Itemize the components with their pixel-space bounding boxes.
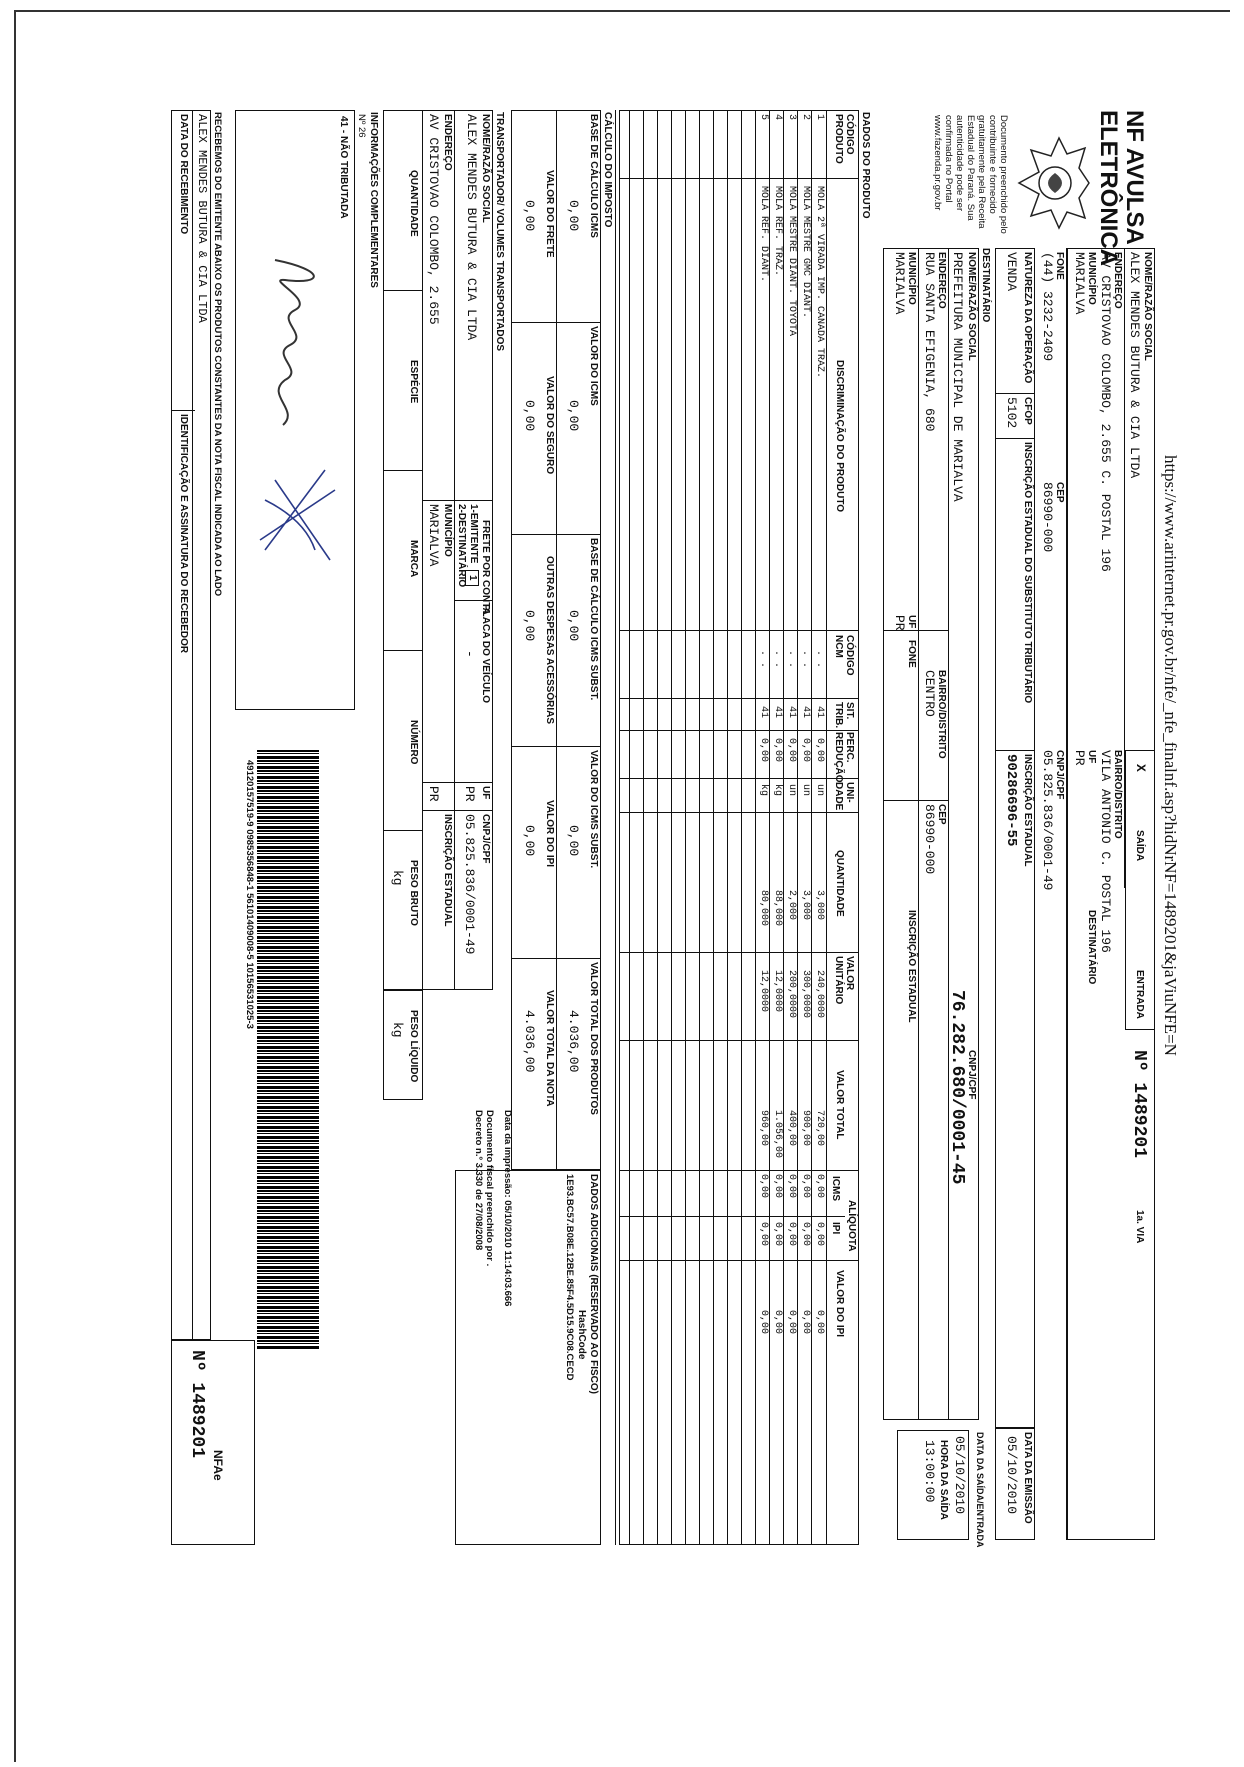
transp-uf-label: UF (480, 786, 491, 800)
product-cell-vunit: 200,0000 (786, 970, 797, 1019)
peso-liquido-label: PESO LÍQUIDO (408, 1010, 419, 1083)
product-cell-sit: 41 (758, 706, 769, 719)
col-icms: ICMS (830, 1176, 841, 1201)
product-cell-vipi: 0,00 (814, 1310, 825, 1335)
dest-endereco: RUA SANTA EFIGENIA, 680 (922, 252, 937, 432)
emitente-razao-label: NOME/RAZÃO SOCIAL (1142, 252, 1153, 361)
col-ipi: IPI (830, 1222, 841, 1235)
dest-municipio: MARIALVA (892, 252, 907, 315)
transp-uf: PR (462, 786, 477, 802)
total-nota-label: VALOR TOTAL DA NOTA (544, 990, 555, 1107)
table-row-line (755, 110, 756, 1545)
nfae-label: NFAe (211, 1450, 225, 1481)
imposto-section-label: CÁLCULO DO IMPOSTO (602, 112, 613, 228)
frete-conta-label: FRETE POR CONTA (480, 520, 491, 615)
hora-saida: 13:00:00 (922, 1440, 937, 1503)
product-cell-sit: 41 (786, 706, 797, 719)
product-cell-ipi: 0,00 (814, 1222, 825, 1247)
dest-cnpj-label: CNPJ/CPF (966, 1050, 977, 1100)
destinatario-via-label: DESTINATÁRIO (1086, 910, 1097, 985)
emitente-municipio-label: MUNICÍPIO (1086, 252, 1097, 305)
destinatario-section-label: DESTINATÁRIO (980, 248, 991, 323)
table-row-line (657, 110, 658, 1545)
barcode-text: 49120157519-9 0985356848-1 56101409008-5 10156531025-3 (244, 760, 255, 1029)
emitente-uf-label: UF (1086, 750, 1097, 764)
table-row-line (797, 110, 798, 1545)
product-cell-perc: 0,00 (800, 738, 811, 763)
dest-razao: PREFEITURA MUNICIPAL DE MARIALVA (950, 252, 965, 502)
receb-razao: ALEX MENDES BUTURA & CIA LTDA (195, 114, 209, 323)
ipi-label: VALOR DO IPI (544, 800, 555, 868)
outras: 0,00 (522, 610, 537, 642)
total-produtos: 4.036,00 (566, 1010, 581, 1073)
product-cell-qtd: 3,000 (800, 890, 811, 921)
product-cell-vtotal: 960,00 (758, 1110, 769, 1147)
dest-bairro: CENTRO (922, 670, 937, 717)
nao-tributada: 41 - NÃO TRIBUTADA (338, 116, 349, 219)
dest-municipio-label: MUNICÍPIO (906, 252, 917, 305)
handwritten-signature (255, 250, 345, 570)
hora-saida-label: HORA DA SAÍDA (938, 1440, 949, 1520)
table-row-line (783, 110, 784, 1545)
col-perc: PERC. REDUÇÃO (833, 732, 855, 783)
table-row-line (643, 110, 644, 1545)
dest-bairro-label: BAIRRO/DISTRITO (936, 670, 947, 759)
product-cell-qtd: 3,000 (814, 890, 825, 921)
barcode (257, 750, 319, 1350)
table-row-line (629, 110, 630, 1545)
table-row-line (811, 110, 812, 1545)
peso-liquido: kg (390, 1022, 405, 1038)
base-icms-label: BASE DE CÁLCULO ICMS (588, 114, 599, 238)
product-cell-sit: 41 (814, 706, 825, 719)
product-cell-vunit: 240,0000 (814, 970, 825, 1019)
doc-fiscal-2: Decreto n.º 3.330 de 27/08/2008 (473, 1110, 484, 1251)
peso-bruto-label: PESO BRUTO (408, 860, 419, 926)
table-row-line (671, 110, 672, 1545)
product-cell-vunit: 12,0000 (758, 970, 769, 1013)
cfop-label: CFOP (1022, 397, 1033, 425)
adicionais-label: DADOS ADICIONAIS (RESERVADO AO FISCO) (588, 1174, 599, 1395)
transp-cnpj: 05.825.836/0001-49 (462, 814, 477, 955)
emitente-bairro: VILA ANTONIO C. POSTAL 196 (1098, 750, 1113, 953)
emissao: 05/10/2010 (1004, 1436, 1019, 1515)
outras-label: OUTRAS DESPESAS ACESSÓRIAS (544, 556, 555, 724)
total-produtos-label: VALOR TOTAL DOS PRODUTOS (588, 962, 599, 1115)
saida-entrada-label: DATA DA SAÍDA/ENTRADA (975, 1432, 985, 1548)
dest-ie-label: INSCRIÇÃO ESTADUAL (906, 910, 917, 1023)
product-cell-icms: 0,00 (772, 1174, 783, 1199)
total-nota: 4.036,00 (522, 1010, 537, 1073)
product-cell-icms: 0,00 (758, 1174, 769, 1199)
transp-ie-label: INSCRIÇÃO ESTADUAL (442, 814, 453, 927)
transp-cnpj-label: CNPJ/CPF (480, 814, 491, 864)
product-cell-vtotal: 720,00 (814, 1110, 825, 1147)
emitente-cnpj: 05.825.836/0001-49 (1040, 750, 1055, 891)
valor-icms-label: VALOR DO ICMS (588, 326, 599, 406)
product-cell-un: kg (772, 784, 783, 797)
transp-municipio: MARIALVA (426, 504, 441, 567)
especie-label: ESPÉCIE (408, 360, 419, 404)
impressao: Data da impressão: 05/10/2010 11:14:03.666 (502, 1110, 513, 1307)
table-row-line (713, 110, 714, 1545)
seguro: 0,00 (522, 400, 537, 432)
product-cell-sit: 41 (800, 706, 811, 719)
transp-endereco: AV CRISTOVAO COLOMBO, 2.655 (426, 114, 441, 325)
emitente-cnpj-label: CNPJ/CPF (1054, 750, 1065, 800)
marca-label: MARCA (408, 540, 419, 578)
dest-fone-label: FONE (906, 640, 917, 668)
emitente-razao: ALEX MENDES BUTURA & CIA LTDA (1127, 252, 1142, 479)
product-cell-vipi: 0,00 (800, 1310, 811, 1335)
frete-opt2: 2-DESTINATÁRIO (456, 504, 467, 588)
product-cell-icms: 0,00 (786, 1174, 797, 1199)
emitente-endereco-label: ENDEREÇO (1112, 252, 1123, 309)
entrada-label: ENTRADA (1134, 970, 1145, 1019)
seguro-label: VALOR DO SEGURO (544, 376, 555, 475)
recebemos-text: RECEBEMOS DO EMITENTE ABAIXO OS PRODUTOS CONSTANTES DA NOTA FISCAL INDICADA AO LADO (212, 112, 223, 597)
nf-avulsa-document: NF AVULSA ELETRÔNICA Documento preenchido pelo contribuinte e fornecido gratuitamente pela Receita Estadual do Paraná. Sua autenticidade pode ser confirmada no Portal www.fazenda.pr.gov.br NOME/RAZÃO SOCIAL ALEX MENDES BUTURA & CIA LTDA ENDEREÇO AV CRISTOVAO COLOMBO, 2.655 C. POSTAL 196 BAIRRO/DISTRITO VILA ANTONIO C. POSTAL 196 MUNICÍPIO MARIALVA UF PR X SAÍDA ENTRADA Nº 1489201 1a. VIA DESTINATÁRIO FONE (44) 3232-2409 CEP 86990-000 CNPJ/CPF 05.825.836/0001-49 NATUREZA DA OPERAÇÃO VENDA CFOP 5102 INSCRIÇÃO ESTADUAL DO SUBSTITUTO TRIBUTÁRIO INSCRIÇÃO ESTADUAL 90286696-55 DATA DA EMISSÃO 05/10/2010 DESTINATÁRIO NOME/RAZÃO SOCIAL PREFEITURA MUNICIPAL DE MARIALVA CNPJ/CPF 76.282.680/0001-45 ENDEREÇO RUA SANTA EFIGENIA, 680 BAIRRO/DISTRITO CENTRO CEP 86990-000 MUNICÍPIO MARIALVA UF PR FONE INSCRIÇÃO ESTADUAL DATA DA SAÍDA/ENTRADA 05/10/2010 HORA DA SAÍDA 13:00:00 DADOS DO PRODUTO CÓDIGO PRODUTO DISCRIMINAÇÃO DO PRODUTO CÓDIGO NCM SIT. TRIB. PERC. REDUÇÃO UNI-DADE QUANTIDADE VALOR UNITÁRIO VALOR TOTAL ALÍQUOTA ICMS IPI VALOR DO IPI 1 MOLA 2ª VIRADA IMP. CANADA TRAZ. . . 41 0,00 un 3,000 240,0000 720,00 0,00 0,00 0,00 2 MOLA MESTRE GMC DIANT. . . 41 0,00 un 3,000 300,0000 900,00 0,00 0,00 0,00 3 MOLA MESTRE DIANT. TOYOTA . . 41 0,00 un 2,000 200,0000 400,00 0,00 0,00 0,00 4 MOLA REF. TRAZ. . . 41 0,00 kg 88,000 12,0000 1.056,00 0,00 0,00 0,00 5 MOLA REF. DIANT. . . 41 0,00 kg 80,000 12,0000 960,00 0,00 0,00 0,00 CÁLCULO DO IMPOSTO BASE DE CÁLCULO ICMS 0,00 VALOR DO ICMS 0,00 BASE DE CÁLCULO ICMS SUBST. 0,00 VALOR DO ICMS SUBST. 0,00 VALOR TOTAL DOS PRODUTOS 4.036,00 VALOR DO FRETE 0,00 VALOR DO SEGURO 0,00 OUTRAS DESPESAS ACESSÓRIAS 0,00 VALOR DO IPI 0,00 VALOR TOTAL DA NOTA 4.036,00 DADOS ADICIONAIS (RESERVADO AO FISCO) HashCode 1E93.BC57.B08E.12BE.85F4.5D15.9C08.CECD Data da impressão: 05/10/2010 11:14:03.666 Documento fiscal preenchido por . Decreto n.º 3.330 de 27/08/2008 TRANSPORTADOR/ VOLUMES TRANSPORTADOS NOME/RAZÃO SOCIAL ALEX MENDES BUTURA & CIA LTDA FRETE POR CONTA 1-EMITENTE 2-DESTINATÁRIO 1 PLACA DO VEÍCULO - UF PR CNPJ/CPF 05.825.836/0001-49 ENDEREÇO AV CRISTOVAO COLOMBO, 2.655 MUNICÍPIO MARIALVA PR INSCRIÇÃO ESTADUAL QUANTIDADE ESPÉCIE MARCA NÚMERO PESO BRUTO kg PESO LÍQUIDO kg INFORMAÇÕES COMPLEMENTARES Nº 26 41 - NÃO TRIBUTADA 49120157519-9 0985356848-1 56101409008-5 10156531025-3 RECEBEMOS DO EMITENTE ABAIXO OS PRODUTOS CONSTANTES DA NOTA FISCAL INDICADA AO LADO ALEX MENDES BUTURA & CIA LTDA DATA DO RECEBIMENTO IDENTIFICAÇÃO E ASSINATURA DO RECEBEDOR NFAe Nº 1489201 (170, 110, 1155, 1545)
table-row-line (699, 110, 700, 1545)
ie-value: 90286696-55 (1003, 754, 1019, 847)
product-cell-un: kg (758, 784, 769, 797)
dest-uf: PR (892, 615, 907, 631)
title-nf-avulsa: NF AVULSA (1121, 110, 1148, 245)
produtos-section-label: DADOS DO PRODUTO (860, 112, 871, 219)
valor-subst: 0,00 (566, 825, 581, 857)
emitente-municipio: MARIALVA (1072, 252, 1087, 315)
product-cell-vipi: 0,00 (786, 1310, 797, 1335)
product-cell-ipi: 0,00 (772, 1222, 783, 1247)
frete-val: 1 (467, 575, 478, 581)
product-cell-vtotal: 1.056,00 (772, 1110, 783, 1159)
hash-label: HashCode (576, 1310, 587, 1360)
ie-label: INSCRIÇÃO ESTADUAL (1022, 754, 1033, 867)
product-cell-desc: MOLA REF. TRAZ. (772, 186, 783, 277)
product-cell-desc: MOLA 2ª VIRADA IMP. CANADA TRAZ. (814, 186, 825, 379)
product-cell-vunit: 300,0000 (800, 970, 811, 1019)
peso-bruto: kg (390, 870, 405, 886)
product-cell-ncm: . . (772, 650, 783, 669)
product-cell-ncm: . . (814, 650, 825, 669)
dest-cep-label: CEP (936, 804, 947, 825)
valor-icms: 0,00 (566, 400, 581, 432)
dest-cnpj: 76.282.680/0001-45 (947, 990, 967, 1185)
base-subst: 0,00 (566, 610, 581, 642)
numero-label: NÚMERO (408, 720, 419, 765)
dest-uf-label: UF (906, 615, 917, 629)
complementares-numero: Nº 26 (356, 114, 367, 138)
product-cell-cod: 5 (758, 114, 769, 121)
product-cell-perc: 0,00 (772, 738, 783, 763)
table-row-line (727, 110, 728, 1545)
col-aliquota: ALÍQUOTA (846, 1200, 857, 1252)
transp-uf2: PR (426, 786, 441, 802)
col-qtd: QUANTIDADE (834, 850, 845, 917)
quantidade-label: QUANTIDADE (408, 170, 419, 237)
product-cell-ipi: 0,00 (800, 1222, 811, 1247)
product-cell-vtotal: 400,00 (786, 1110, 797, 1147)
table-row-line (615, 110, 616, 1545)
col-unid: UNI-DADE (833, 782, 855, 811)
dest-razao-label: NOME/RAZÃO SOCIAL (966, 252, 977, 361)
natureza: VENDA (1004, 252, 1019, 292)
col-sit: SIT. TRIB. (833, 702, 855, 729)
nfae-box (171, 1340, 255, 1545)
product-cell-sit: 41 (772, 706, 783, 719)
peso-liquido-box (383, 990, 423, 1100)
emitente-fone-label: FONE (1054, 252, 1065, 280)
product-cell-qtd: 80,000 (758, 890, 769, 927)
product-cell-vtotal: 900,00 (800, 1110, 811, 1147)
saida-label: SAÍDA (1134, 830, 1145, 862)
title-eletronica: ELETRÔNICA (1095, 110, 1122, 266)
col-vipi: VALOR DO IPI (834, 1270, 845, 1338)
saida-mark: X (1133, 764, 1148, 772)
doc-fiscal-1: Documento fiscal preenchido por . (484, 1110, 495, 1267)
table-row-line (769, 110, 770, 1545)
table-row-line (741, 110, 742, 1545)
product-cell-cod: 1 (814, 114, 825, 121)
product-cell-ipi: 0,00 (758, 1222, 769, 1247)
product-cell-desc: MOLA REF. DIANT. (758, 186, 769, 283)
product-cell-desc: MOLA MESTRE GMC DIANT. (800, 186, 811, 319)
product-cell-vipi: 0,00 (772, 1310, 783, 1335)
placa: - (462, 650, 477, 658)
transp-municipio-label: MUNICÍPIO (442, 504, 453, 557)
product-cell-ncm: . . (786, 650, 797, 669)
cfop: 5102 (1004, 397, 1019, 429)
via-label: 1a. VIA (1134, 1210, 1145, 1244)
complementares-label: INFORMAÇÕES COMPLEMENTARES (368, 112, 379, 288)
transporte-section-label: TRANSPORTADOR/ VOLUMES TRANSPORTADOS (494, 112, 505, 352)
product-cell-ipi: 0,00 (786, 1222, 797, 1247)
base-icms: 0,00 (566, 200, 581, 232)
valor-subst-label: VALOR DO ICMS SUBST. (588, 750, 599, 869)
product-cell-perc: 0,00 (814, 738, 825, 763)
emitente-cep: 86990-000 (1040, 482, 1055, 553)
nf-number: Nº 1489201 (1129, 1050, 1149, 1159)
dest-endereco-label: ENDEREÇO (936, 252, 947, 309)
emissao-label: DATA DA EMISSÃO (1022, 1432, 1033, 1524)
frete-opt1: 1-EMITENTE (468, 504, 479, 564)
ie-subst-label: INSCRIÇÃO ESTADUAL DO SUBSTITUTO TRIBUTÁRIO (1022, 442, 1033, 704)
frete-label: VALOR DO FRETE (544, 170, 555, 258)
frete: 0,00 (522, 200, 537, 232)
col-vunit: VALOR UNITÁRIO (833, 956, 855, 1005)
product-cell-ncm: . . (800, 650, 811, 669)
emitente-bairro-label: BAIRRO/DISTRITO (1112, 750, 1123, 839)
product-cell-ncm: . . (758, 650, 769, 669)
page-url: https://www.arinternet.pr.gov.br/nfe/_nfe_finalnf.asp?hidNrNF=1489201&jaViuNFE=N (1161, 455, 1180, 1056)
col-ncm: CÓDIGO NCM (833, 635, 855, 676)
product-cell-un: un (800, 784, 811, 797)
col-codigo: CÓDIGO PRODUTO (833, 114, 855, 164)
product-cell-qtd: 2,000 (786, 890, 797, 921)
transp-endereco-label: ENDEREÇO (442, 114, 453, 171)
product-cell-cod: 4 (772, 114, 783, 121)
saida-entrada-date: 05/10/2010 (952, 1436, 967, 1515)
product-cell-un: un (786, 784, 797, 797)
product-cell-qtd: 88,000 (772, 890, 783, 927)
product-cell-cod: 3 (786, 114, 797, 121)
emitente-cep-label: CEP (1054, 482, 1065, 503)
product-cell-desc: MOLA MESTRE DIANT. TOYOTA (786, 186, 797, 337)
ipi: 0,00 (522, 825, 537, 857)
emitente-endereco: AV CRISTOVAO COLOMBO, 2.655 C. POSTAL 196 (1098, 252, 1113, 572)
product-cell-icms: 0,00 (814, 1174, 825, 1199)
natureza-label: NATUREZA DA OPERAÇÃO (1022, 252, 1033, 384)
parana-coat-of-arms-icon (1013, 128, 1093, 238)
emitente-fone: (44) 3232-2409 (1040, 252, 1055, 362)
product-cell-cod: 2 (800, 114, 811, 121)
nfae-number: Nº 1489201 (187, 1350, 207, 1459)
transp-razao-label: NOME/RAZÃO SOCIAL (480, 114, 491, 223)
product-cell-icms: 0,00 (800, 1174, 811, 1199)
table-row-line (685, 110, 686, 1545)
data-recebimento-label: DATA DO RECEBIMENTO (178, 114, 189, 235)
dest-cep: 86990-000 (922, 804, 937, 875)
col-vtotal: VALOR TOTAL (834, 1070, 845, 1140)
placa-label: PLACA DO VEÍCULO (480, 604, 491, 704)
emitente-uf: PR (1072, 750, 1087, 766)
product-cell-vunit: 12,0000 (772, 970, 783, 1013)
col-descricao: DISCRIMINAÇÃO DO PRODUTO (834, 360, 845, 513)
hash: 1E93.BC57.B08E.12BE.85F4.5D15.9C08.CECD (564, 1174, 575, 1381)
product-cell-un: un (814, 784, 825, 797)
base-subst-label: BASE DE CÁLCULO ICMS SUBST. (588, 538, 599, 701)
product-cell-vipi: 0,00 (758, 1310, 769, 1335)
product-cell-perc: 0,00 (758, 738, 769, 763)
product-cell-perc: 0,00 (786, 738, 797, 763)
assinatura-label: IDENTIFICAÇÃO E ASSINATURA DO RECEBEDOR (178, 414, 189, 654)
transp-razao: ALEX MENDES BUTURA & CIA LTDA (464, 114, 479, 341)
